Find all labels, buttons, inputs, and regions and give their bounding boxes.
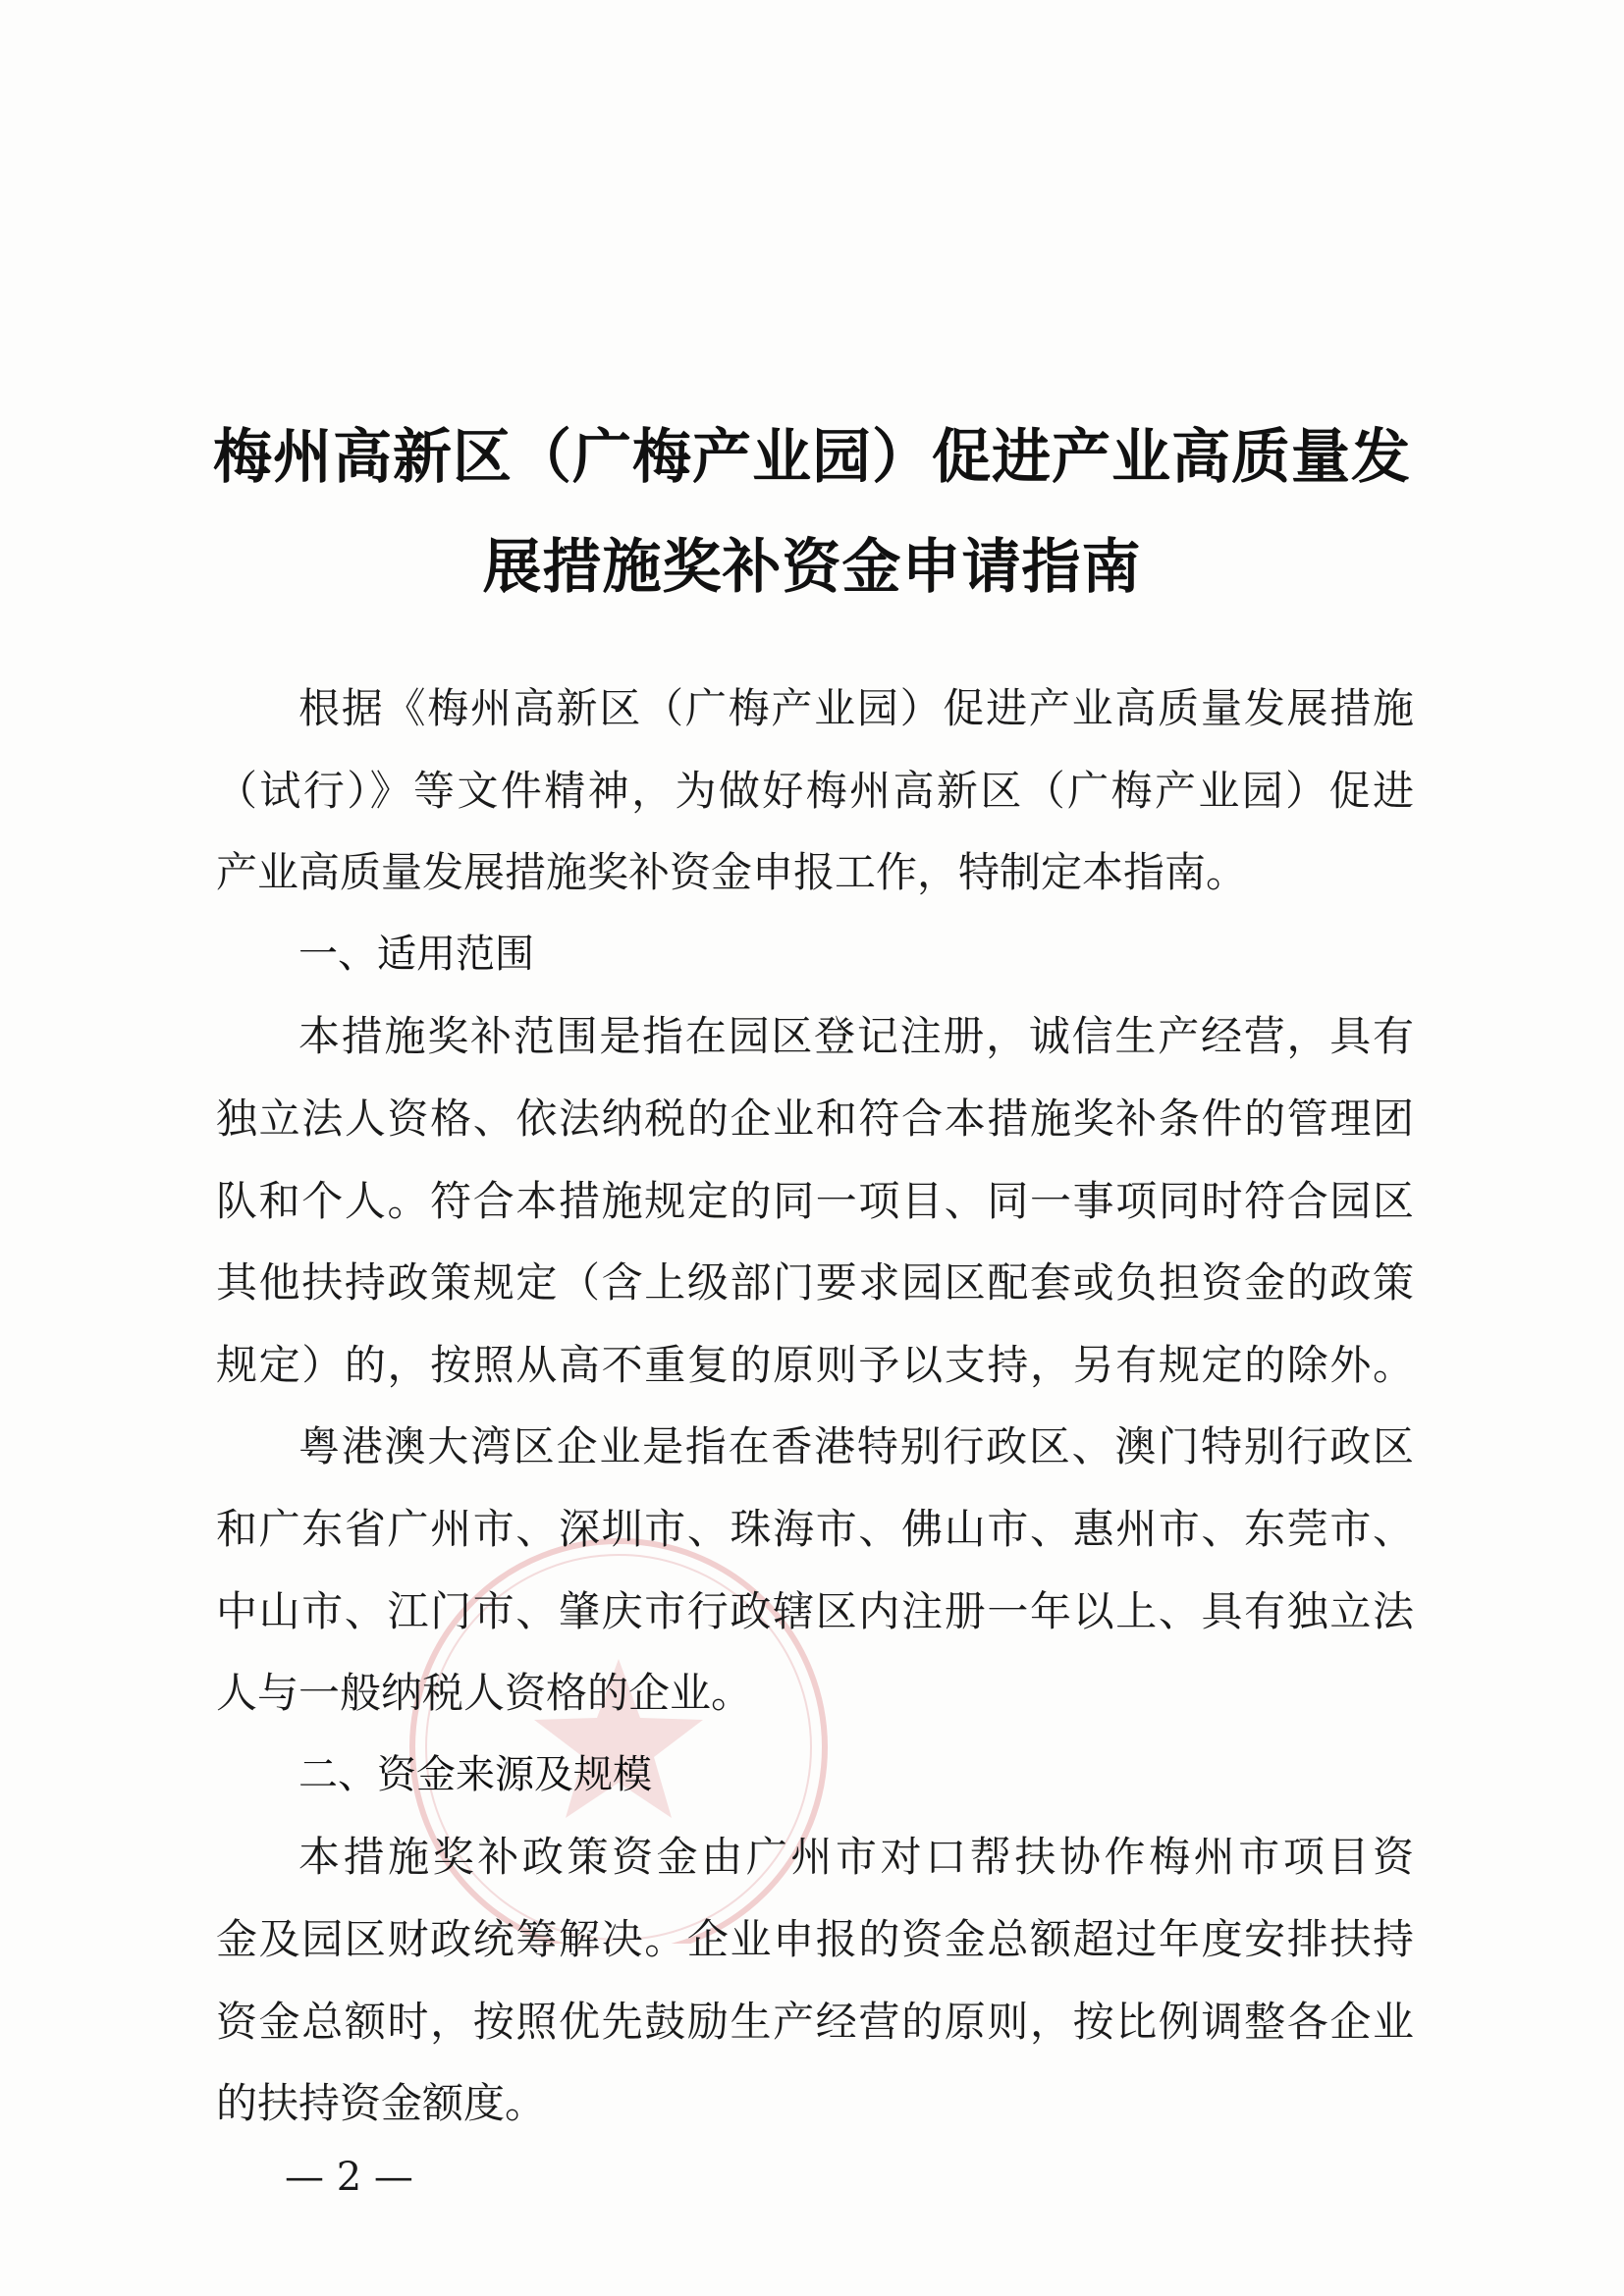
paragraph-line: 资金总额时，按照优先鼓励生产经营的原则，按比例调整各企业 bbox=[216, 1997, 1414, 2046]
paragraph-line: 中山市、江门市、肇庆市行政辖区内注册一年以上、具有独立法 bbox=[216, 1586, 1414, 1635]
title-line-2: 展措施奖补资金申请指南 bbox=[482, 533, 1142, 602]
paragraph-line: 规定）的，按照从高不重复的原则予以支持，另有规定的除外。 bbox=[216, 1340, 1414, 1389]
paragraph-line: 本措施奖补范围是指在园区登记注册，诚信生产经营，具有 bbox=[298, 1012, 1414, 1061]
section-heading: 一、适用范围 bbox=[298, 931, 534, 977]
paragraph-line: 的扶持资金额度。 bbox=[216, 2079, 547, 2128]
paragraph-line: 粤港澳大湾区企业是指在香港特别行政区、澳门特别行政区 bbox=[298, 1422, 1414, 1471]
paragraph-line: （试行）》等文件精神，为做好梅州高新区（广梅产业园）促进 bbox=[216, 766, 1414, 815]
paragraph-line: 产业高质量发展措施奖补资金申报工作，特制定本指南。 bbox=[216, 848, 1248, 897]
paragraph-line: 和广东省广州市、深圳市、珠海市、佛山市、惠州市、东莞市、 bbox=[216, 1504, 1414, 1553]
title-line-1: 梅州高新区（广梅产业园）促进产业高质量发 bbox=[213, 423, 1411, 492]
paragraph-line: 独立法人资格、依法纳税的企业和符合本措施奖补条件的管理团 bbox=[216, 1094, 1414, 1143]
paragraph-line: 根据《梅州高新区（广梅产业园）促进产业高质量发展措施 bbox=[298, 684, 1414, 732]
document-body bbox=[216, 667, 1414, 2145]
paragraph-line: 人与一般纳税人资格的企业。 bbox=[216, 1669, 753, 1718]
document-title bbox=[177, 402, 1447, 622]
section-heading: 二、资金来源及规模 bbox=[298, 1751, 652, 1797]
paragraph-line: 本措施奖补政策资金由广州市对口帮扶协作梅州市项目资 bbox=[298, 1833, 1414, 1882]
paragraph-line: 金及园区财政统筹解决。企业申报的资金总额超过年度安排扶持 bbox=[216, 1914, 1414, 1963]
paragraph-line: 其他扶持政策规定（含上级部门要求园区配套或负担资金的政策 bbox=[216, 1258, 1414, 1308]
page-number: — 2 — bbox=[285, 2155, 413, 2200]
paragraph-line: 队和个人。符合本措施规定的同一项目、同一事项同时符合园区 bbox=[216, 1176, 1414, 1225]
